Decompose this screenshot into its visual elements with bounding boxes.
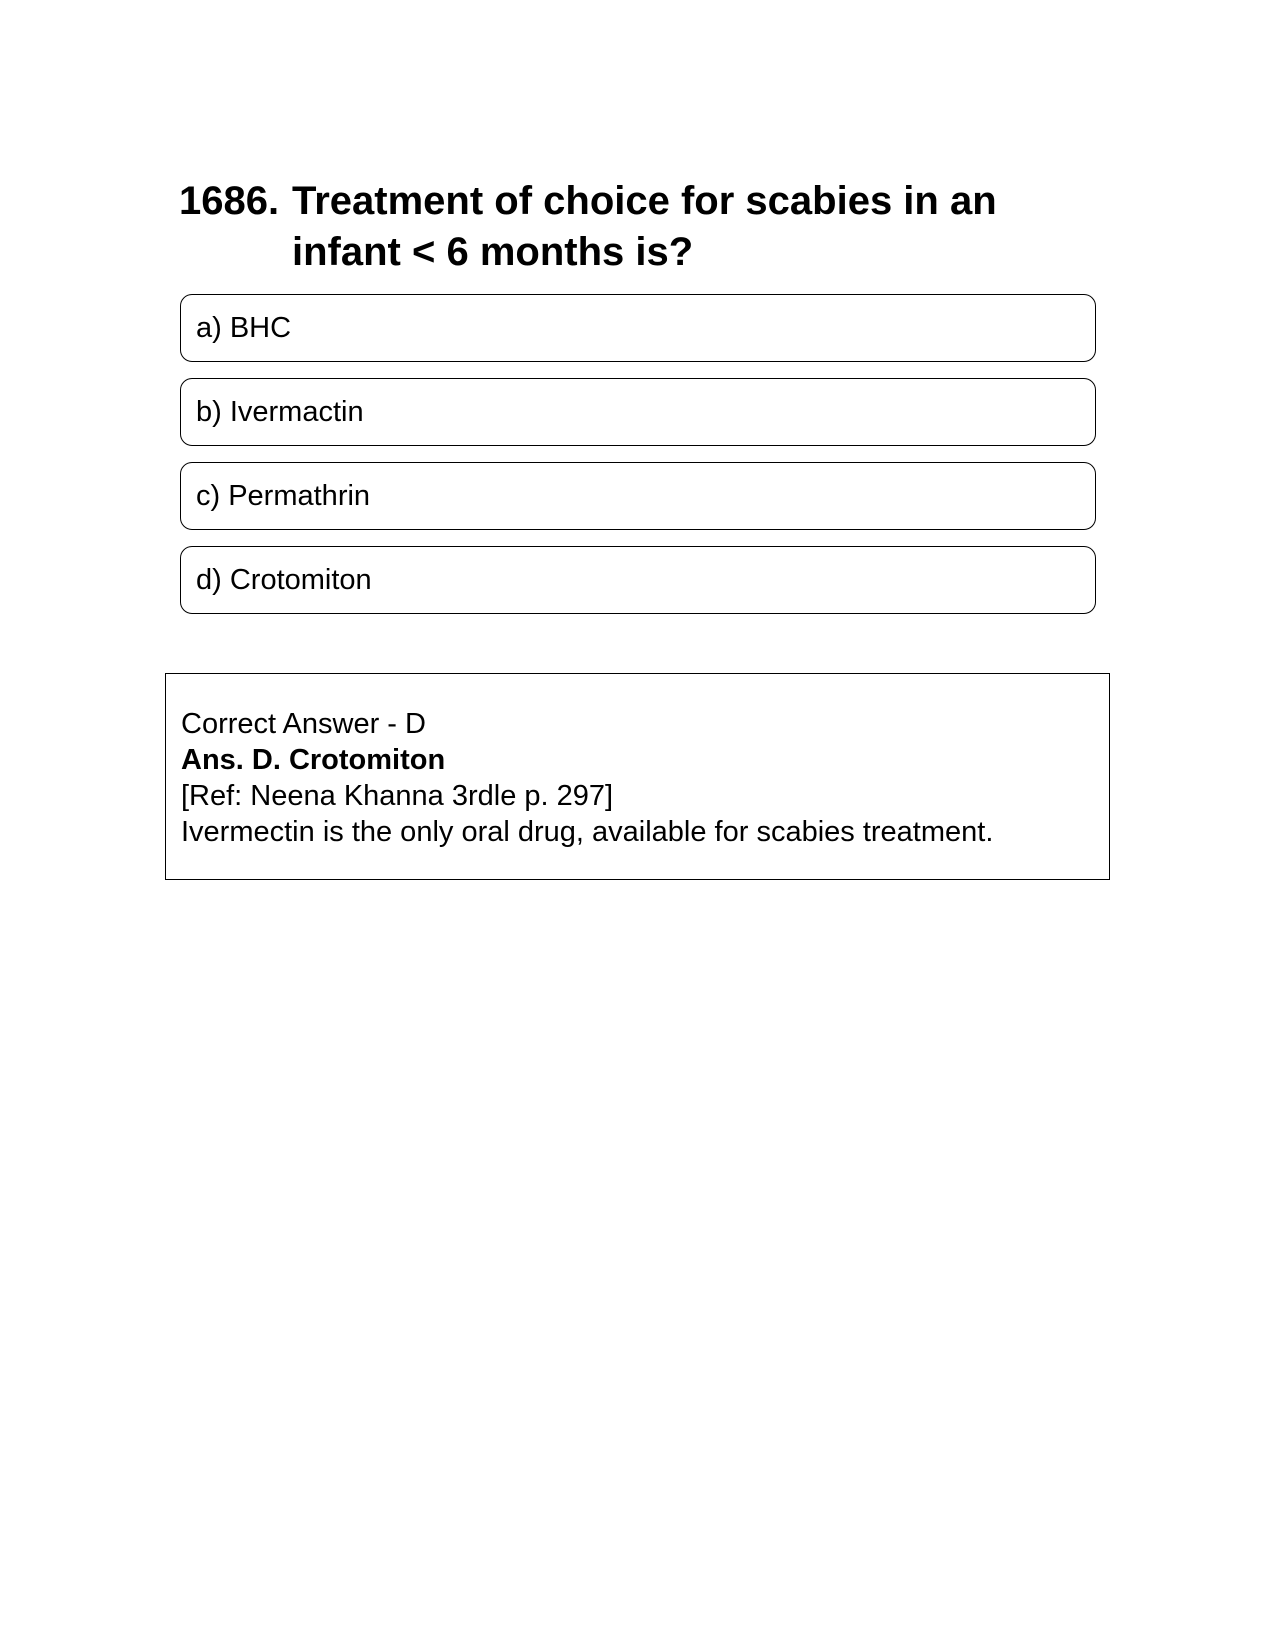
option-a-label: a) BHC xyxy=(196,311,292,344)
option-b-label: b) Ivermactin xyxy=(196,395,364,428)
option-b[interactable] xyxy=(180,378,1096,446)
question-text: Treatment of choice for scabies in an infant < 6 months is? xyxy=(292,179,997,274)
option-c[interactable] xyxy=(180,462,1096,530)
option-d-label: d) Crotomiton xyxy=(196,563,372,596)
option-a[interactable] xyxy=(180,294,1096,362)
options-list xyxy=(180,294,1096,630)
correct-answer: Correct Answer - D xyxy=(181,708,426,740)
answer-heading: Ans. D. Crotomiton xyxy=(181,744,446,776)
option-c-label: c) Permathrin xyxy=(196,479,371,512)
answer-reference: [Ref: Neena Khanna 3rdle p. 297] xyxy=(181,780,614,812)
answer-explanation: Ivermectin is the only oral drug, available for scabies treatment. xyxy=(181,816,994,848)
answer-box xyxy=(165,673,1110,880)
question-heading xyxy=(179,176,1099,278)
option-d[interactable] xyxy=(180,546,1096,614)
question-number: 1686. xyxy=(179,179,280,223)
